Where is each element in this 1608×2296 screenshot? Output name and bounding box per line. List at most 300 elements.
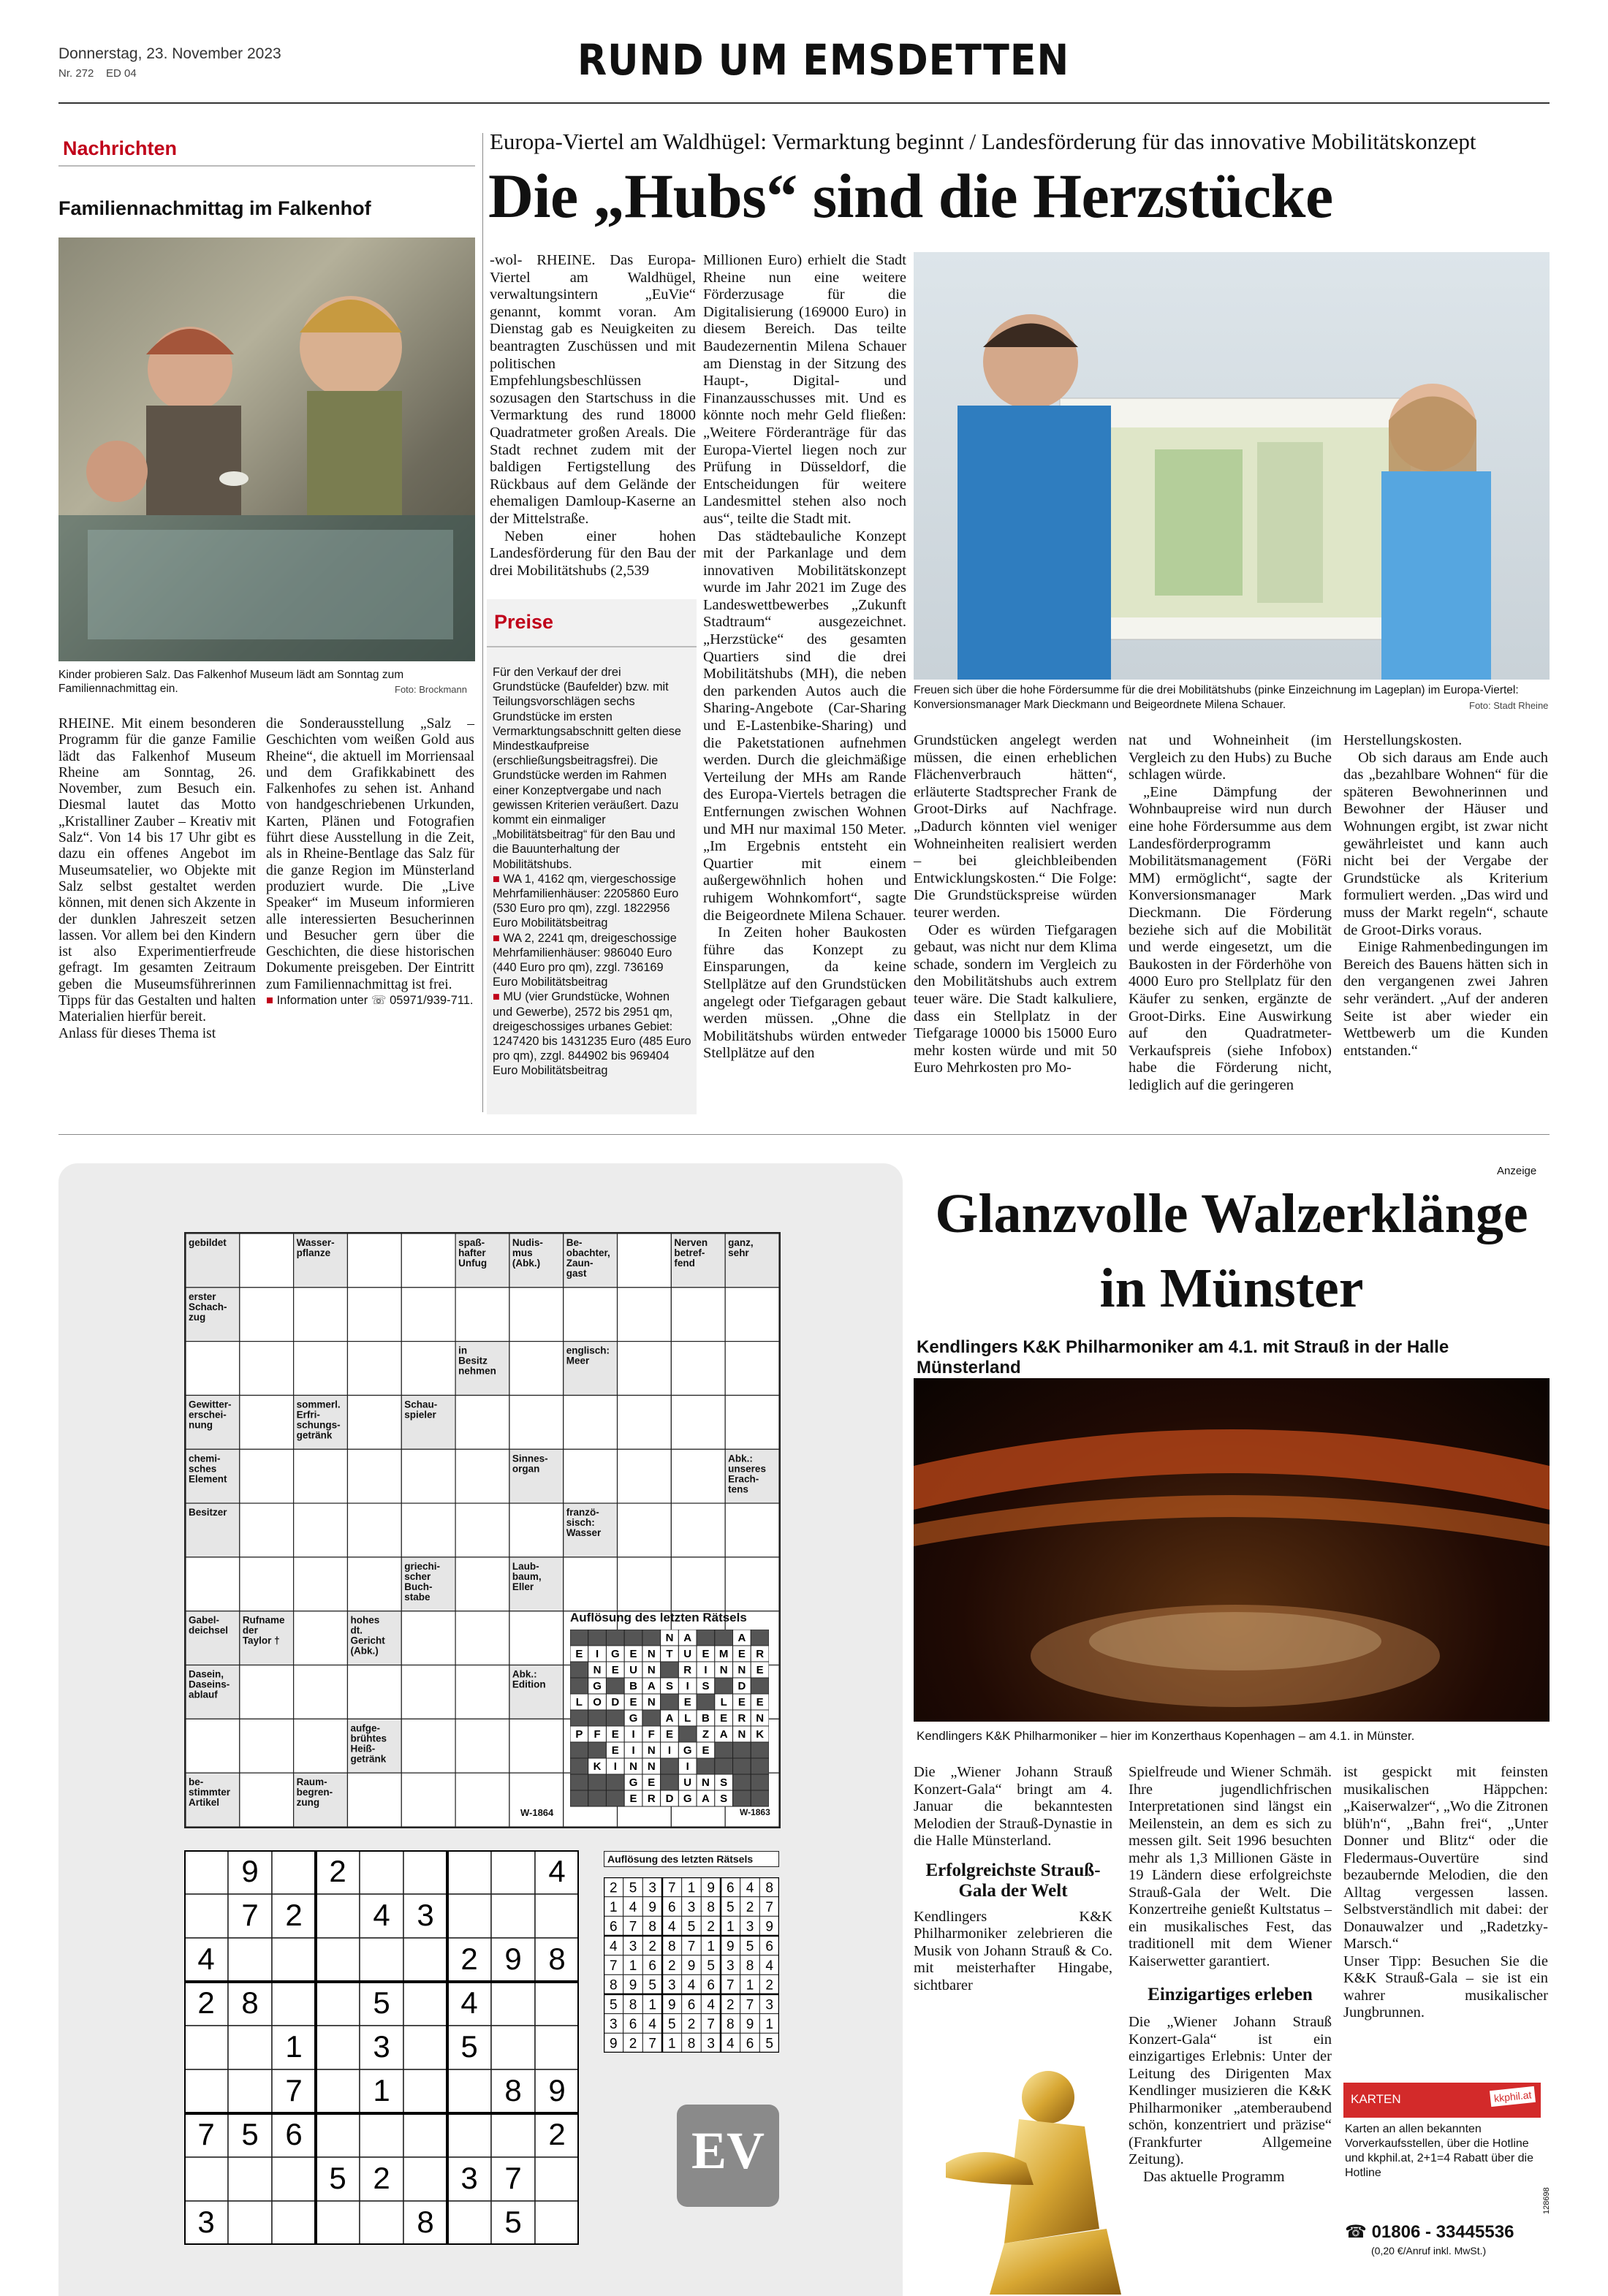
crossword-cell[interactable]	[455, 1503, 509, 1557]
crossword-solution-cell	[570, 1630, 588, 1646]
sudoku-solution-digit: 7	[668, 1880, 676, 1896]
sudoku-cell[interactable]	[184, 1894, 228, 1938]
crossword-cell[interactable]	[401, 1719, 455, 1773]
crossword-cell[interactable]	[509, 1503, 564, 1557]
sudoku-cell[interactable]	[447, 2069, 491, 2113]
crossword-cell[interactable]	[294, 1503, 348, 1557]
crossword-clue: Be-obachter, Zaun-gast	[566, 1237, 610, 1279]
crossword-clue: spaß-hafter Unfug	[458, 1237, 488, 1269]
sudoku-grid	[184, 1850, 579, 2245]
article-photo	[914, 252, 1550, 680]
crossword-cell[interactable]	[294, 1557, 348, 1611]
crossword-solution-cell	[733, 1758, 751, 1774]
sudoku-cell[interactable]	[316, 2113, 360, 2157]
crossword-cell[interactable]	[725, 1557, 779, 1611]
sudoku-cell[interactable]	[272, 2201, 316, 2245]
crossword-solution-letter: E	[648, 1776, 656, 1789]
sudoku-solution-digit: 8	[707, 1899, 715, 1915]
crossword-cell[interactable]	[401, 1665, 455, 1719]
crossword-cell[interactable]	[509, 1611, 564, 1665]
sudoku-cell[interactable]	[535, 1982, 579, 2026]
sudoku-solution-digit: 4	[610, 1939, 618, 1955]
crossword-solution-cell	[588, 1790, 607, 1806]
sudoku-solution-digit: 4	[687, 1977, 696, 1993]
crossword-solution-cell	[733, 1774, 751, 1790]
crossword-cell[interactable]	[401, 1233, 455, 1288]
crossword-solution-letter: N	[756, 1712, 765, 1725]
crossword-cell[interactable]	[725, 1342, 779, 1396]
sudoku-solution-digit: 6	[707, 1977, 715, 1993]
sudoku-solution-digit: 6	[687, 1997, 696, 2013]
crossword-solution-letter: E	[629, 1648, 637, 1660]
sudoku-given: 5	[329, 2161, 346, 2196]
sudoku-solution-digit: 7	[648, 2036, 656, 2052]
sudoku-solution-digit: 2	[707, 1919, 715, 1935]
crossword-cell[interactable]	[347, 1342, 401, 1396]
sudoku-cell[interactable]	[491, 1982, 535, 2026]
crossword-solution-letter: G	[683, 1793, 692, 1805]
sudoku-cell[interactable]	[360, 2201, 403, 2245]
crossword-solution-cell	[751, 1774, 769, 1790]
sudoku-cell[interactable]	[403, 2026, 447, 2069]
sudoku-cell[interactable]	[491, 1850, 535, 1894]
crossword-solution-letter: E	[665, 1728, 674, 1741]
sidebar-label-box	[58, 133, 475, 167]
issue-line	[58, 67, 137, 80]
crossword-cell[interactable]	[401, 1449, 455, 1503]
crossword-solution-cell	[570, 1710, 588, 1726]
crossword-cell[interactable]	[671, 1342, 725, 1396]
crossword-cell[interactable]	[509, 1288, 564, 1342]
sudoku-solution-digit: 3	[629, 1939, 637, 1955]
sudoku-solution-digit: 9	[668, 1997, 676, 2013]
sudoku-solution-digit: 4	[746, 1880, 754, 1896]
sudoku-solution-digit: 9	[629, 1977, 637, 1993]
crossword-solution-letter: U	[683, 1648, 692, 1660]
crossword-cell[interactable]	[347, 1449, 401, 1503]
crossword-cell[interactable]	[564, 1395, 618, 1449]
sudoku-cell[interactable]	[360, 1850, 403, 1894]
crossword-cell[interactable]	[347, 1233, 401, 1288]
crossword-solution-cell	[751, 1678, 769, 1694]
crossword-cell[interactable]	[509, 1773, 564, 1827]
crossword-solution-letter: E	[756, 1664, 764, 1676]
crossword-cell[interactable]	[618, 1449, 672, 1503]
ad-col1-text: Die „Wiener Johann Strauß Konzert-Gala“ bringt am 4. Januar die bekanntesten Melodien der Strauß-Dynastie in die Halle Münsterland.	[914, 1764, 1112, 1849]
crossword-solution-letter: I	[632, 1728, 635, 1741]
article-bottom-col1b-text: Oder es würden Tiefgaragen gebaut, was nicht nur dem Klima schade, sondern im Vergleich zu den Mobilitätshubs auch extrem teuer wäre. Die Stadt kalkuliere, dass ein Stellplatz in der Tiefgarage 10000 bis 15000 Euro mehr kosten würde und mit 50 Euro Mehrkosten pro Mo-	[914, 921, 1117, 1076]
sidebar-column-2	[266, 716, 474, 1008]
crossword-solution-letter: A	[737, 1632, 746, 1644]
sudoku-solution-digit: 8	[668, 1939, 676, 1955]
crossword-cell[interactable]	[347, 1557, 401, 1611]
crossword-cell[interactable]	[294, 1719, 348, 1773]
sudoku-solution-digit: 9	[648, 1899, 656, 1915]
crossword-cell[interactable]	[564, 1288, 618, 1342]
crossword-solution	[570, 1611, 769, 1822]
crossword-cell[interactable]	[671, 1503, 725, 1557]
sudoku-solution-digit: 4	[648, 2016, 656, 2032]
sudoku-cell[interactable]	[535, 2157, 579, 2201]
sudoku-given: 5	[460, 2029, 478, 2064]
sudoku-cell[interactable]	[535, 2201, 579, 2245]
article-bottom-col-1	[914, 732, 1117, 1077]
crossword-solution-letter: A	[702, 1793, 710, 1805]
crossword-clue: in Besitz nehmen	[458, 1345, 496, 1377]
sudoku-solution-digit: 2	[668, 1958, 676, 1974]
sudoku-solution-digit: 1	[727, 1919, 735, 1935]
crossword-cell[interactable]	[401, 1773, 455, 1827]
sudoku-solution-digit: 5	[648, 1977, 656, 1993]
sidebar-paragraph-3: die Sonderausstellung „Salz – Geschichten vom weißen Gold aus Rheine“, die aktuell im Morriensaal und dem Grafikkabinett des Falkenhofes zu sehen ist. Anhand von handgeschriebenen Urkunden, Karten, Plänen und Fotografien führt diese Ausstellung in die Zeit, als in Rheine-Bentlage das Salz für die ganze Region im Münsterland produziert wurde. Die „Live Speaker“ im Museum informieren alle interessierten Besucherinnen und Besucher gern über die Geschichten, die diese historischen Dokumente preisgeben. Der Eintritt zum Familiennachmittag ist frei.	[266, 716, 474, 992]
crossword-cell[interactable]	[618, 1288, 672, 1342]
crossword-cell[interactable]	[564, 1449, 618, 1503]
crossword-cell[interactable]	[294, 1342, 348, 1396]
ad-col3-text: ist gespickt mit feinsten musikalischen Häppchen: „Kaiserwalzer“, „Wo die Zitronen blüh'n“, „Bahn frei“, „Unter Donner und Blitz“ oder die Fledermaus-Ouvertüre sind bezaubernde Melodien, die den Alltag vergessen lassen. Selbstverständlich mit dabei: der Donauwalzer und „Radetzky-Marsch.“	[1343, 1764, 1548, 1952]
sudoku-cell[interactable]	[447, 2201, 491, 2245]
sudoku-cell[interactable]	[447, 2113, 491, 2157]
crossword-clue: Wasser-pflanze	[296, 1237, 335, 1258]
crossword-solution-cell	[751, 1742, 769, 1758]
article-photo-caption	[914, 683, 1550, 712]
crossword-cell[interactable]	[618, 1503, 672, 1557]
sudoku-solution-digit: 1	[668, 2036, 676, 2052]
crossword-solution-letter: G	[629, 1776, 638, 1789]
ev-logo	[677, 2105, 779, 2207]
crossword-solution-letter: E	[702, 1744, 710, 1757]
crossword-cell[interactable]	[455, 1665, 509, 1719]
ad-headline-2: in Münster	[1099, 1258, 1364, 1319]
sudoku-cell[interactable]	[535, 2026, 579, 2069]
crossword-cell[interactable]	[347, 1288, 401, 1342]
crossword-cell[interactable]	[509, 1719, 564, 1773]
crossword-clue: be-stimmter Artikel	[189, 1776, 231, 1809]
crossword-cell[interactable]	[240, 1557, 294, 1611]
article-bottom-col-3	[1343, 732, 1548, 1060]
sudoku-solution-digit: 1	[629, 1958, 637, 1974]
crossword-cell[interactable]	[455, 1395, 509, 1449]
sudoku-cell[interactable]	[491, 1894, 535, 1938]
article-bottom-col3-text: Herstellungskosten.	[1343, 732, 1463, 748]
price-box-title: Preise	[494, 611, 554, 633]
sudoku-solution-digit: 8	[629, 1997, 637, 2013]
crossword-solution-letter: E	[611, 1728, 619, 1741]
crossword-solution-letter: K	[756, 1728, 765, 1741]
sudoku-solution-digit: 6	[727, 1880, 735, 1896]
crossword-cell[interactable]	[671, 1449, 725, 1503]
sudoku-solution-digit: 1	[687, 1880, 696, 1896]
crossword-solution-letter: A	[647, 1680, 656, 1692]
sudoku-given: 7	[197, 2117, 215, 2152]
sudoku-cell[interactable]	[228, 2069, 272, 2113]
sudoku-cell[interactable]	[228, 1938, 272, 1982]
crossword-cell[interactable]	[240, 1719, 294, 1773]
crossword-cell[interactable]	[455, 1611, 509, 1665]
crossword-cell[interactable]	[725, 1288, 779, 1342]
sudoku-solution-digit: 2	[687, 2016, 696, 2032]
crossword-clue: Sinnes-organ	[512, 1453, 548, 1475]
sudoku-cell[interactable]	[272, 1938, 316, 1982]
crossword-solution-letter: E	[575, 1648, 583, 1660]
crossword-clue: Gewitter-erschei-nung	[189, 1399, 232, 1431]
sidebar-photo-credit: Foto: Brockmann	[395, 684, 467, 695]
crossword-cell[interactable]	[240, 1503, 294, 1557]
crossword-cell[interactable]	[509, 1395, 564, 1449]
price-item: ■ WA 2, 2241 qm, dreigeschossige Mehrfamilienhäuser: 986040 Euro (440 Euro pro qm), zzgl. 736169 Euro Mobilitätsbeitrag	[493, 931, 677, 989]
crossword-cell[interactable]	[455, 1288, 509, 1342]
sudoku-given: 2	[373, 2161, 390, 2196]
crossword-solution-letter: A	[683, 1632, 692, 1644]
sudoku-given: 3	[460, 2161, 478, 2196]
ad-column-1	[914, 1764, 1112, 1994]
article-column-2	[703, 252, 906, 1063]
crossword-cell[interactable]	[671, 1557, 725, 1611]
crossword-cell[interactable]	[509, 1342, 564, 1396]
crossword-solution-cell	[697, 1694, 715, 1710]
sudoku-cell[interactable]	[272, 1982, 316, 2026]
sudoku-cell[interactable]	[228, 2026, 272, 2069]
sidebar-info: ■ Information unter ☏ 05971/939-711.	[266, 994, 474, 1008]
crossword-solution-cell	[642, 1710, 661, 1726]
article-bottom-col2-text: nat und Wohneinheit (im Vergleich zu den Hubs) zu Buche schlagen würde.	[1129, 732, 1332, 783]
crossword-cell[interactable]	[347, 1503, 401, 1557]
crossword-cell[interactable]	[347, 1773, 401, 1827]
sudoku-solution-digit: 6	[648, 1958, 656, 1974]
sudoku-solution-digit: 3	[648, 1880, 656, 1896]
sudoku-cell[interactable]	[184, 1850, 228, 1894]
sudoku-solution-digit: 7	[610, 1958, 618, 1974]
sudoku-cell[interactable]	[403, 1982, 447, 2026]
sudoku-cell[interactable]	[228, 2157, 272, 2201]
crossword-cell[interactable]	[618, 1557, 672, 1611]
sudoku-solution-title: Auflösung des letzten Rätsels	[604, 1851, 779, 1867]
ad-col1-head: Erfolgreichste Strauß-Gala der Welt	[925, 1860, 1101, 1901]
crossword-solution-letter: R	[756, 1648, 765, 1660]
article-photo-art	[914, 252, 1550, 680]
sudoku-solution-digit: 3	[765, 1997, 773, 2013]
ticket-text: Karten an allen bekannten Vorverkaufsstellen, über die Hotline und kkphil.at, 2+1=4 Rabatt über die Hotline	[1345, 2123, 1533, 2179]
crossword-clue: erster Schach-zug	[189, 1290, 227, 1323]
crossword-clue: Besitzer	[189, 1507, 227, 1518]
crossword-solution-letter: E	[611, 1664, 619, 1676]
sudoku-cell[interactable]	[447, 1850, 491, 1894]
crossword-solution-cell	[606, 1710, 624, 1726]
crossword-solution-letter: O	[593, 1696, 602, 1708]
sudoku-given: 8	[504, 2073, 522, 2108]
crossword-cell[interactable]	[240, 1449, 294, 1503]
sudoku-cell[interactable]	[535, 1894, 579, 1938]
crossword-solution-letter: S	[720, 1776, 728, 1789]
crossword-cell[interactable]	[618, 1233, 672, 1288]
sudoku-given: 9	[548, 2073, 566, 2108]
ev-logo-text: EV	[691, 2121, 765, 2180]
crossword-cell[interactable]	[618, 1342, 672, 1396]
crossword-solution-cell	[570, 1758, 588, 1774]
sudoku-solution-digit: 8	[687, 2036, 696, 2052]
crossword-cell[interactable]	[401, 1611, 455, 1665]
crossword-solution-cell	[715, 1630, 733, 1646]
crossword-cell[interactable]	[347, 1395, 401, 1449]
crossword-cell[interactable]	[294, 1665, 348, 1719]
crossword-cell[interactable]	[455, 1773, 509, 1827]
sudoku-cell[interactable]	[360, 2113, 403, 2157]
crossword-solution-cell	[697, 1630, 715, 1646]
sudoku-given: 2	[329, 1854, 346, 1889]
crossword-cell[interactable]	[671, 1288, 725, 1342]
crossword-solution-letter: U	[629, 1664, 637, 1676]
sudoku-solution-digit: 2	[610, 1880, 618, 1896]
crossword-solution-letter: F	[648, 1728, 655, 1741]
sudoku-cell[interactable]	[316, 1894, 360, 1938]
sudoku-cell[interactable]	[491, 2113, 535, 2157]
crossword-solution-letter: L	[720, 1696, 727, 1708]
sudoku-given: 8	[548, 1942, 566, 1977]
crossword-solution-letter: D	[665, 1793, 674, 1805]
sudoku-cell[interactable]	[316, 2026, 360, 2069]
sudoku-solution-digit: 1	[707, 1939, 715, 1955]
crossword-cell[interactable]	[186, 1342, 240, 1396]
crossword-cell[interactable]	[186, 1557, 240, 1611]
ad-subhead: Kendlingers K&K Philharmoniker am 4.1. mit Strauß in der Halle Münsterland	[917, 1337, 1449, 1377]
ticket-label: KARTEN	[1351, 2092, 1401, 2106]
crossword-cell[interactable]	[294, 1288, 348, 1342]
crossword-solution-cell	[606, 1678, 624, 1694]
crossword-cell[interactable]	[401, 1342, 455, 1396]
crossword-cell[interactable]	[455, 1449, 509, 1503]
crossword-cell[interactable]	[240, 1288, 294, 1342]
sudoku-given: 5	[373, 1985, 390, 2021]
sudoku-cell[interactable]	[316, 1982, 360, 2026]
crossword-solution-letter: E	[720, 1712, 728, 1725]
article-col2c-text: In Zeiten hoher Baukosten führe das Konzept zu Einsparungen, da keine Stellplätze auf den Grundstücken angelegt oder Tiefgaragen gebaut werden müssen. „Ohne die Mobilitätshubs würden entweder Stellplätze auf den	[703, 924, 906, 1062]
ad-col2-head: Einzigartiges erleben	[1148, 1985, 1313, 2004]
crossword-cell[interactable]	[240, 1395, 294, 1449]
sudoku-given: 4	[460, 1985, 478, 2021]
sidebar-divider	[482, 133, 483, 1112]
crossword-solution-cell	[588, 1742, 607, 1758]
article-bottom-col3b-text: Ob sich daraus am Ende auch das „bezahlbare Wohnen“ für die späteren Bewohnerinnen und Bewohner der Häuser und Wohnungen ergibt, ist zwar nicht gewährleistet und kann auch nicht bei der Vergabe der Grundstücke als Kriterium formuliert werden. „Das wird und muss der Markt regeln“, schaute de Groot-Dirks voraus.	[1343, 749, 1548, 938]
crossword-cell[interactable]	[401, 1503, 455, 1557]
sudoku-cell[interactable]	[184, 2157, 228, 2201]
crossword-cell[interactable]	[240, 1665, 294, 1719]
crossword-solution-cell	[661, 1694, 679, 1710]
sudoku-cell[interactable]	[403, 2069, 447, 2113]
sudoku-given: 3	[373, 2029, 390, 2064]
crossword-solution-cell	[624, 1630, 642, 1646]
sudoku-cell[interactable]	[360, 1938, 403, 1982]
article-bottom-col3c-text: Einige Rahmenbedingungen im Bereich des Bauens hätten sich in den vergangenen zwei Jahren sehr verändert. „Auf der anderen Seite ist aber wieder ein Wettbewerb um die Kunden entstanden.“	[1343, 939, 1548, 1059]
crossword-cell[interactable]	[401, 1288, 455, 1342]
sidebar-label: Nachrichten	[63, 137, 178, 159]
sudoku-cell[interactable]	[272, 2157, 316, 2201]
article-col1b-text: Neben einer hohen Landesförderung für den Bau der drei Mobilitätshubs (2,539	[490, 528, 696, 579]
concert-photo	[914, 1378, 1550, 1722]
crossword-cell[interactable]	[455, 1719, 509, 1773]
crossword-solution-cell	[715, 1678, 733, 1694]
crossword-solution-letter: E	[611, 1744, 619, 1757]
sudoku-cell[interactable]	[316, 1938, 360, 1982]
sudoku-cell[interactable]	[403, 1850, 447, 1894]
sudoku-solution-digit: 8	[765, 1880, 773, 1896]
hotline: ☎ 01806 - 33445536	[1345, 2222, 1514, 2242]
sudoku-solution-digit: 2	[746, 1899, 754, 1915]
price-box-intro: Für den Verkauf der drei Grundstücke (Baufelder) bzw. mit Teilungsvorschlägen sechs Grundstücke im ersten Vermarktungsabschnitt gelten diese Mindestkaufpreise (erschließungsbeitragsfrei). Die Grundstücke werden im Rahmen einer Konzeptvergabe und nach gewissen Kriterien veräußert. Dazu kommt ein einmaliger „Mobilitätsbeitrag“ für den Bau und die Bauunterhaltung der Mobilitätshubs.	[493, 666, 681, 871]
sudoku-cell[interactable]	[184, 2069, 228, 2113]
sidebar-caption-text: Kinder probieren Salz. Das Falkenhof Museum lädt am Sonntag zum Familiennachmittag ein.	[58, 669, 404, 695]
crossword-solution-letter: N	[702, 1776, 710, 1789]
crossword-cell[interactable]	[294, 1611, 348, 1665]
crossword-solution-letter: F	[593, 1728, 601, 1741]
crossword-cell[interactable]	[240, 1773, 294, 1827]
crossword-solution-letter: N	[647, 1664, 656, 1676]
crossword-solution-letter: E	[702, 1648, 710, 1660]
sudoku-solution-digit: 3	[610, 2016, 618, 2032]
sudoku-cell[interactable]	[403, 1938, 447, 1982]
crossword-solution-cell	[570, 1678, 588, 1694]
crossword-solution-cell	[606, 1774, 624, 1790]
sudoku-cell[interactable]	[491, 2026, 535, 2069]
crossword-cell[interactable]	[725, 1503, 779, 1557]
sudoku-solution-digit: 9	[746, 2016, 754, 2032]
crossword-cell[interactable]	[618, 1395, 672, 1449]
crossword-cell[interactable]	[186, 1719, 240, 1773]
crossword-solution-cell	[661, 1774, 679, 1790]
crossword-cell[interactable]	[294, 1449, 348, 1503]
article-photo-credit: Foto: Stadt Rheine	[1469, 700, 1549, 711]
sudoku-cell[interactable]	[228, 2201, 272, 2245]
crossword-cell[interactable]	[240, 1233, 294, 1288]
sudoku-solution-digit: 9	[687, 1958, 696, 1974]
sudoku-cell[interactable]	[272, 1850, 316, 1894]
crossword-clue: chemi-sches Element	[189, 1453, 227, 1485]
sudoku-cell[interactable]	[403, 2157, 447, 2201]
crossword-solution-letter: E	[737, 1648, 746, 1660]
crossword-solution-letter: N	[737, 1664, 746, 1676]
crossword-solution-letter: Z	[702, 1728, 710, 1741]
crossword-solution-cell	[733, 1790, 751, 1806]
sudoku-cell[interactable]	[184, 2026, 228, 2069]
sidebar-paragraph-2: Anlass für dieses Thema ist	[58, 1025, 216, 1041]
crossword-solution-letter: N	[647, 1696, 656, 1708]
crossword-cell[interactable]	[455, 1557, 509, 1611]
sudoku-solution-digit: 9	[727, 1939, 735, 1955]
sudoku-solution-digit: 7	[746, 1997, 754, 2013]
crossword-cell[interactable]	[240, 1342, 294, 1396]
sudoku-cell[interactable]	[403, 2113, 447, 2157]
crossword-code-right: W-1863	[740, 1807, 770, 1817]
crossword-solution-cell	[661, 1758, 679, 1774]
crossword-solution-letter: I	[704, 1664, 708, 1676]
sudoku-solution-digit: 5	[629, 1880, 637, 1896]
sudoku-cell[interactable]	[316, 2201, 360, 2245]
crossword-cell[interactable]	[564, 1557, 618, 1611]
crossword-cell[interactable]	[671, 1395, 725, 1449]
sudoku-solution-grid	[604, 1877, 779, 2053]
crossword-solution-letter: A	[665, 1712, 674, 1725]
sudoku-cell[interactable]	[447, 1894, 491, 1938]
ad-col2-text: Spielfreude und Wiener Schmäh. Ihre jugendlichfrischen Interpretationen sind längst ein Meilenstein, an dem es sich zu messen gilt. Seit 1996 besuchten mehr als 1,3 Millionen Gäste in 19 Ländern diese erfolgreichste Strauß-Gala der Welt. Die Konzertreihe genießt Kultstatus – ein musikalisches Fest, das traditionell mit dem Wiener Kaiserwetter garantiert.	[1129, 1764, 1332, 1969]
crossword-solution-grid	[570, 1630, 769, 1812]
crossword-solution-letter: P	[575, 1728, 583, 1741]
sudoku-solution-digit: 1	[610, 1899, 618, 1915]
crossword-solution-letter: A	[719, 1728, 728, 1741]
crossword-clue: sommerl. Erfri-schungs-getränk	[296, 1399, 341, 1441]
crossword-solution-letter: D	[611, 1696, 620, 1708]
crossword-cell[interactable]	[347, 1665, 401, 1719]
sudoku-cell[interactable]	[316, 2069, 360, 2113]
crossword-cell[interactable]	[725, 1395, 779, 1449]
strauss-statue-art	[917, 2039, 1129, 2295]
